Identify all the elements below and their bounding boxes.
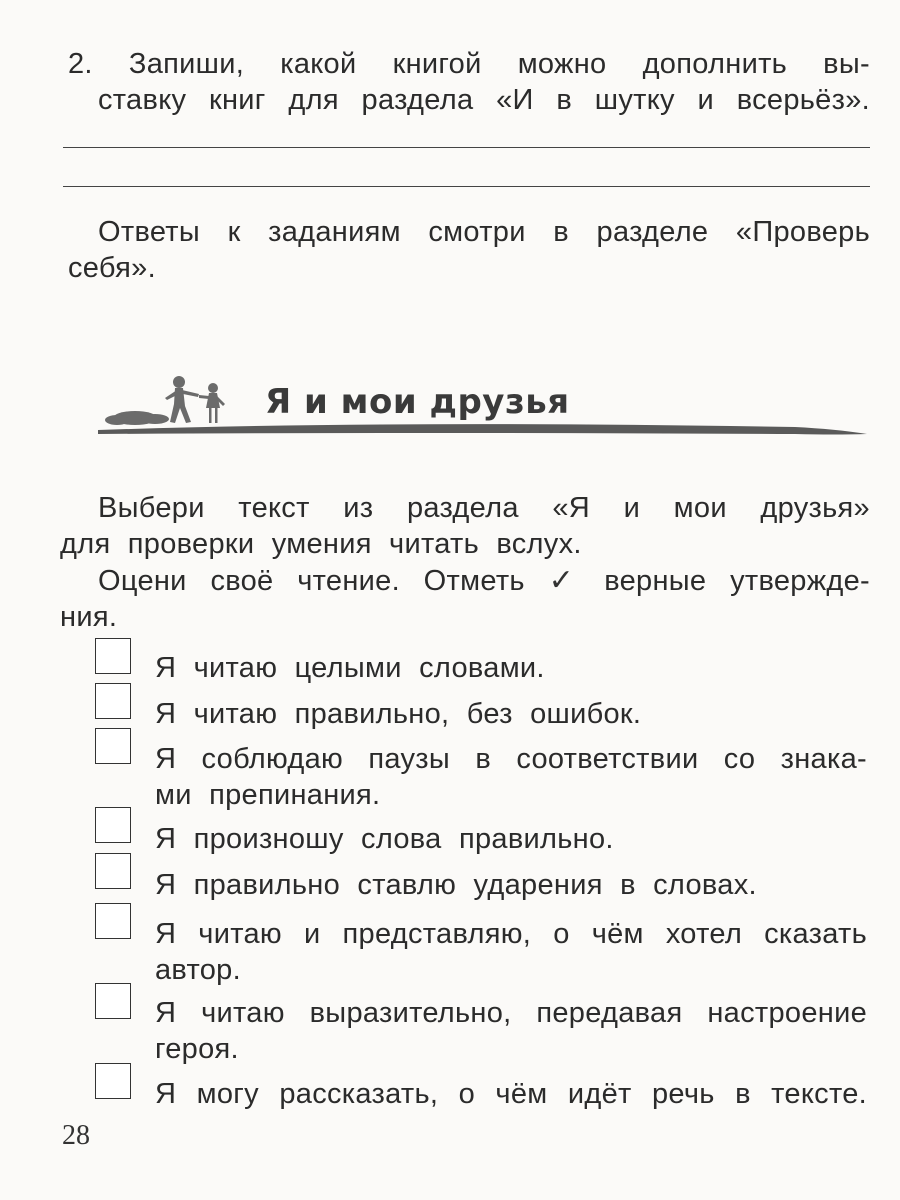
checkbox-4[interactable] (95, 807, 131, 843)
checkbox-1[interactable] (95, 638, 131, 674)
instruction-line-2: ния. (60, 601, 118, 633)
checkbox-8[interactable] (95, 1063, 131, 1099)
checklist-item-8-text: Я могу рассказать, о чём идёт речь в тексте. (155, 1078, 867, 1110)
checkbox-3[interactable] (95, 728, 131, 764)
task-2-line-2: ставку книг для раздела «И в шутку и всерьёз». (98, 84, 870, 116)
checklist-item-4-text: Я произношу слова правильно. (155, 823, 614, 855)
checkbox-6[interactable] (95, 903, 131, 939)
checklist-item-7-text: Я читаю выразительно, передавая настроение героя. (155, 997, 867, 1065)
intro-line-1: Выбери текст из раздела «Я и мои друзья» (98, 492, 870, 524)
answer-line-2[interactable] (63, 186, 870, 187)
intro-paragraph (60, 490, 870, 562)
checkbox-2[interactable] (95, 683, 131, 719)
answers-note-line-2: себя». (68, 252, 156, 284)
section-title: Я и мои друзья (265, 382, 570, 422)
checklist-item-5-text: Я правильно ставлю ударения в словах. (155, 869, 757, 901)
checklist-item-3-text: Я соблюдаю паузы в соответствии со знака- ми препинания. (155, 743, 867, 811)
instruction-line-1: Оцени своё чтение. Отметь ✓ верные утвержде- (98, 563, 871, 598)
checkmark-icon: ✓ (548, 563, 581, 598)
task-2 (68, 46, 870, 118)
intro-line-2: для проверки умения читать вслух. (60, 528, 582, 560)
checkbox-5[interactable] (95, 853, 131, 889)
instruction-paragraph (60, 563, 871, 635)
children-silhouette-icon (105, 376, 225, 425)
checklist-item-2-text: Я читаю правильно, без ошибок. (155, 698, 642, 730)
answer-line-1[interactable] (63, 147, 870, 148)
section-header (95, 372, 870, 442)
task-2-line-1: 2. Запиши, какой книгой можно дополнить вы- (68, 48, 870, 80)
checklist-item-6-text: Я читаю и представляю, о чём хотел сказать автор. (155, 918, 867, 986)
checklist-item-1-text: Я читаю целыми словами. (155, 652, 545, 684)
checkbox-7[interactable] (95, 983, 131, 1019)
answers-note-line-1: Ответы к заданиям смотри в разделе «Проверь (98, 216, 870, 248)
page-number: 28 (62, 1120, 90, 1151)
answers-note (68, 214, 870, 286)
